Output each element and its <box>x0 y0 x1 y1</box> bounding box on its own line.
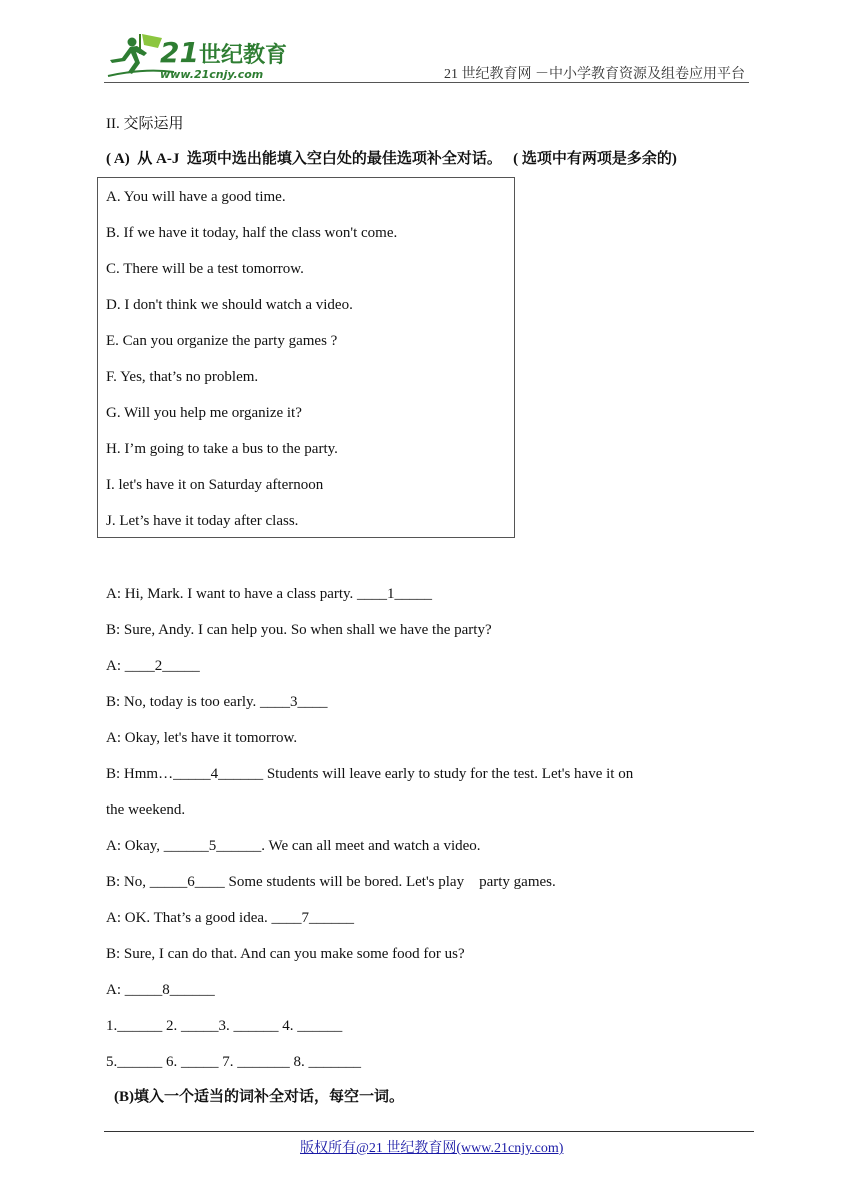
option-g: G. Will you help me organize it? <box>106 405 302 421</box>
runner-logo-icon <box>104 32 289 82</box>
part-a-instruction-2: 选项中选出能填入空白处的最佳选项补全对话。 <box>186 151 502 167</box>
site-tagline: 21 世纪教育网 －中小学教育资源及组卷应用平台 <box>444 67 745 82</box>
options-box <box>97 177 515 538</box>
option-b: B. If we have it today, half the class won't come. <box>106 225 398 241</box>
answer-line: 1.______ 2. _____3. ______ 4. ______ <box>106 1018 343 1034</box>
option-e: E. Can you organize the party games ? <box>106 333 338 349</box>
dialogue-line: B: No, today is too early. ____3____ <box>106 694 328 710</box>
part-a-label: ( A) <box>106 151 130 167</box>
option-c: C. There will be a test tomorrow. <box>106 261 304 277</box>
part-a-instruction <box>106 150 677 168</box>
option-i: I. let's have it on Saturday afternoon <box>106 477 324 493</box>
part-a-range: A-J <box>156 151 180 167</box>
dialogue-line: B: Sure, I can do that. And can you make some food for us? <box>106 946 465 962</box>
copyright-link[interactable]: 版权所有@21 世纪教育网(www.21cnjy.com) <box>300 1141 564 1156</box>
part-b-title: (B)填入一个适当的词补全对话，每空一词。 <box>114 1089 404 1105</box>
option-h: H. I’m going to take a bus to the party. <box>106 441 338 457</box>
dialogue-line: B: Hmm…_____4______ Students will leave early to study for the test. Let's have it on <box>106 766 634 782</box>
dialogue-line: A: _____8______ <box>106 982 215 998</box>
dialogue-line: A: Okay, let's have it tomorrow. <box>106 730 298 746</box>
option-d: D. I don't think we should watch a video. <box>106 297 353 313</box>
dialogue-line: B: Sure, Andy. I can help you. So when shall we have the party? <box>106 622 492 638</box>
part-a-instruction-3: ( 选项中有两项是多余的) <box>513 151 677 167</box>
site-logo <box>104 32 289 82</box>
answer-line: 5.______ 6. _____ 7. _______ 8. _______ <box>106 1054 361 1070</box>
dialogue-line: A: OK. That’s a good idea. ____7______ <box>106 910 355 926</box>
option-f: F. Yes, that’s no problem. <box>106 369 259 385</box>
dialogue-line: A: Okay, ______5______. We can all meet and watch a video. <box>106 838 481 854</box>
option-a: A. You will have a good time. <box>106 189 286 205</box>
header-divider <box>104 82 749 83</box>
option-j: J. Let’s have it today after class. <box>106 513 299 529</box>
section-title: II. 交际运用 <box>106 116 184 132</box>
dialogue-line: A: Hi, Mark. I want to have a class party. ____1_____ <box>106 586 433 602</box>
dialogue-line: B: No, _____6____ Some students will be bored. Let's play party games. <box>106 874 556 890</box>
footer-divider <box>104 1131 754 1132</box>
logo-url: www.21cnjy.com <box>160 68 264 81</box>
svg-text:21: 21 <box>160 36 199 69</box>
dialogue-line: A: ____2_____ <box>106 658 200 674</box>
part-a-instruction-1: 从 <box>137 151 153 167</box>
logo-text: 世纪教育 <box>199 43 288 68</box>
dialogue-line: the weekend. <box>106 802 186 818</box>
